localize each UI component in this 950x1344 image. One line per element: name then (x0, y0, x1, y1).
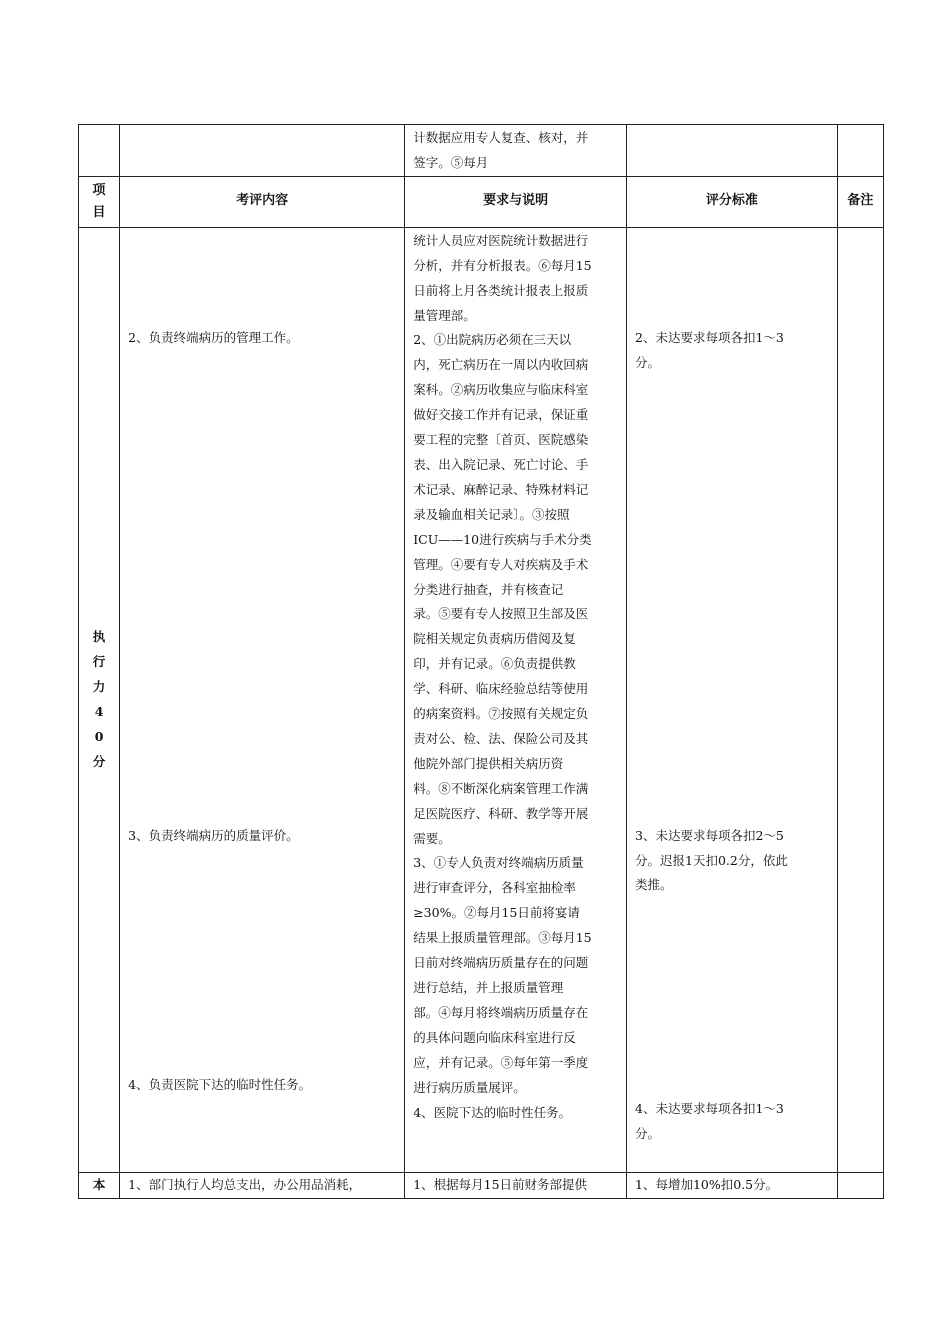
header-remark: 备注 (837, 176, 883, 227)
req-line: 录。⑤要有专人按照卫生部及医 (413, 606, 589, 622)
req-line: 2、①出院病历必须在三天以 (413, 332, 572, 348)
scoring-line: 3、未达要求每项各扣2～5 (635, 827, 784, 843)
req-line: 他院外部门提供相关病历资 (413, 755, 564, 771)
req-line: 的病案资料。⑦按照有关规定负 (413, 706, 589, 722)
req-line: 表、出入院记录、死亡讨论、手 (413, 456, 589, 472)
req-line: 责对公、检、法、保险公司及其 (413, 730, 589, 746)
req-line: 4、医院下达的临时性任务。 (413, 1104, 572, 1120)
header-requirement: 要求与说明 (405, 176, 627, 227)
req-line: 进行病历质量展评。 (413, 1079, 526, 1095)
cost-row (79, 1172, 884, 1198)
req-line: 术记录、麻醉记录、特殊材料记 (413, 481, 589, 497)
exec-item-4: 4、负责医院下达的临时性任务。 (128, 1076, 312, 1092)
header-row (79, 176, 884, 227)
exec-requirement-cell (405, 227, 627, 1172)
req-line: 计数据应用专人复查、核对，并 (413, 130, 589, 145)
scoring-line: 分。 (635, 1126, 661, 1142)
header-scoring: 评分标准 (627, 176, 838, 227)
content-cell (120, 125, 405, 177)
req-line: 要工程的完整〔首页、医院感染 (413, 432, 589, 448)
req-line: 分类进行抽查，并有核查记 (413, 581, 564, 597)
continuation-row (79, 125, 884, 177)
requirement-cell (405, 125, 627, 177)
cost-scoring-cell (627, 1172, 838, 1198)
req-line: 需要。 (413, 830, 451, 846)
cost-scoring: 1、每增加10%扣0.5分。 (635, 1176, 779, 1192)
cost-project-label: 本 (79, 1172, 120, 1198)
req-line: 结果上报质量管理部。③每月15 (413, 930, 592, 946)
req-line: ICU——10进行疾病与手术分类 (413, 531, 592, 547)
exec-remark-cell (837, 227, 883, 1172)
cost-content-cell (120, 1172, 405, 1198)
req-line: 部。④每月将终端病历质量存在 (413, 1004, 589, 1020)
req-line: 案科。②病历收集应与临床科室 (413, 382, 589, 398)
header-project (79, 176, 120, 227)
req-line: 进行总结，并上报质量管理 (413, 980, 564, 995)
req-line: 院相关规定负责病历借阅及复 (413, 631, 576, 647)
req-line: ≥30%。②每月15日前将宴请 (413, 905, 580, 921)
req-line: 料。⑧不断深化病案管理工作满 (413, 780, 589, 796)
req-line: 进行审查评分，各科室抽检率 (413, 880, 576, 896)
req-line: 录及输血相关记录〕。③按照 (413, 506, 570, 522)
scoring-item-2 (635, 326, 829, 376)
exec-section-row (79, 227, 884, 1172)
scoring-item-4 (635, 1097, 829, 1147)
exec-scoring-cell (627, 227, 838, 1172)
evaluation-table (78, 124, 884, 1199)
scoring-line: 分。迟报1天扣0.2分，依此 (635, 852, 788, 868)
req-line: 分析，并有分析报表。⑥每月15 (413, 257, 592, 273)
req-line: 统计人员应对医院统计数据进行 (413, 232, 589, 248)
req-line: 学、科研、临床经验总结等使用 (413, 681, 589, 697)
req-line: 做好交接工作并有记录，保证重 (413, 407, 589, 423)
exec-item-2: 2、负责终端病历的管理工作。 (128, 329, 299, 345)
req-line: 管理。④要有专人对疾病及手术 (413, 556, 589, 572)
exec-project-text: 执行力40分 (92, 629, 106, 769)
header-project-text: 项目 (92, 182, 106, 220)
scoring-cell (627, 125, 838, 177)
cost-content: 1、部门执行人均总支出，办公用品消耗， (128, 1176, 362, 1192)
cost-requirement: 1、根据每月15日前财务部提供 (413, 1176, 588, 1192)
req-line: 3、①专人负责对终端病历质量 (413, 855, 584, 871)
header-content: 考评内容 (120, 176, 405, 227)
exec-project-label (79, 227, 120, 1172)
req-line: 签字。⑤每月 (413, 154, 489, 170)
req-line: 的具体问题向临床科室进行反 (413, 1029, 576, 1045)
req-line: 印，并有记录。⑥负责提供教 (413, 656, 576, 672)
req-line: 日前将上月各类统计报表上报质 (413, 282, 589, 298)
cost-requirement-cell (405, 1172, 627, 1198)
req-line: 应，并有记录。⑤每年第一季度 (413, 1054, 589, 1070)
req-line: 内，死亡病历在一周以内收回病 (413, 357, 589, 373)
req-line: 量管理部。 (413, 307, 476, 323)
remark-cell (837, 125, 883, 177)
exec-content-cell (120, 227, 405, 1172)
scoring-line: 2、未达要求每项各扣1～3 (635, 329, 784, 345)
req-line: 足医院医疗、科研、教学等开展 (413, 805, 589, 821)
project-cell (79, 125, 120, 177)
scoring-line: 分。 (635, 354, 661, 370)
scoring-line: 4、未达要求每项各扣1～3 (635, 1101, 784, 1117)
req-line: 日前对终端病历质量存在的问题 (413, 955, 589, 971)
cost-remark-cell (837, 1172, 883, 1198)
scoring-item-3 (635, 824, 829, 899)
exec-item-3: 3、负责终端病历的质量评价。 (128, 827, 299, 843)
scoring-line: 类推。 (635, 877, 673, 893)
